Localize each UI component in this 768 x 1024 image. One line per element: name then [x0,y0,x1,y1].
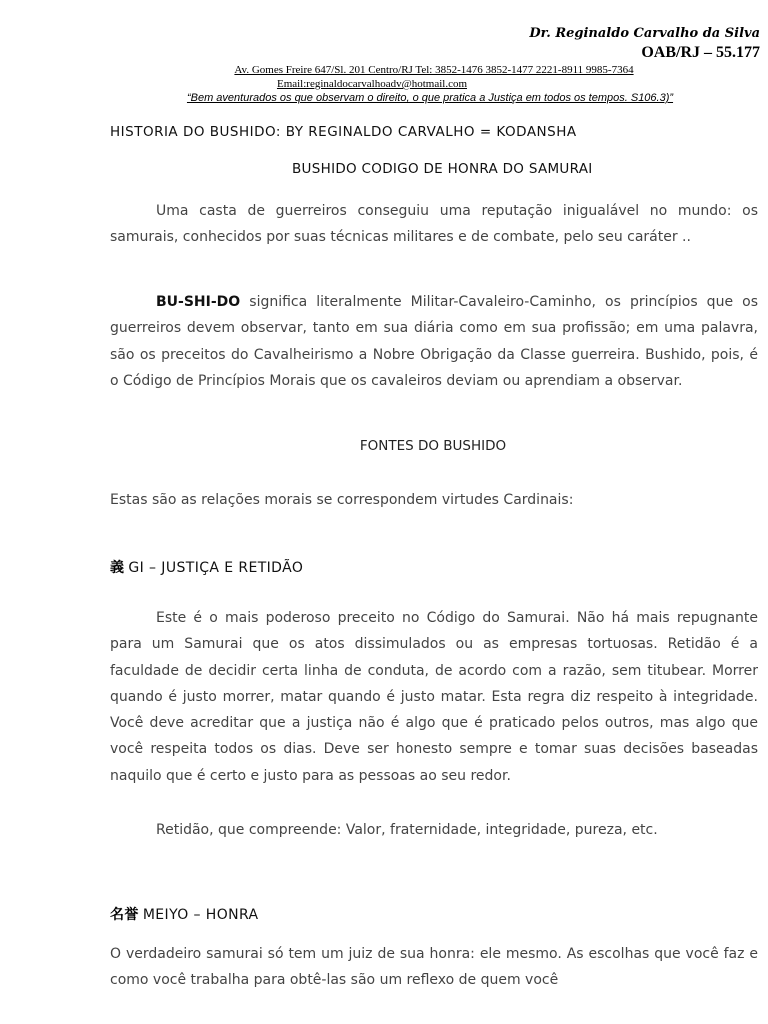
letterhead-email: Email:reginaldocarvalhoadv@hotmail.com [276,78,468,90]
section-heading-meiyo [110,904,259,924]
document-title: HISTORIA DO BUSHIDO: BY REGINALDO CARVALHO = KODANSHA [110,124,577,140]
letterhead-oab: OAB/RJ – 55.177 [641,44,760,61]
sources-intro: Estas são as relações morais se correspondem virtudes Cardinais: [110,492,574,508]
letterhead-address: Av. Gomes Freire 647/Sl. 201 Centro/RJ Tel: 3852-1476 3852-1477 2221-8911 9985-7364 [234,64,634,76]
gi-paragraph-2: Retidão, que compreende: Valor, fraternidade, integridade, pureza, etc. [156,822,658,838]
meiyo-paragraph-1: O verdadeiro samurai só tem um juiz de sua honra: ele mesmo. As escolhas que você faz e como você trabalha para obtê-las são um reflexo de quem você [110,946,758,989]
gi-kanji: 義 [110,560,125,576]
bushido-definition-text: significa literalmente Militar-Cavaleiro-Caminho, os princípios que os guerreiros devem observar, tanto em sua diária como em sua profissão; em uma palavra, são os preceitos do Cavalheirismo a Nobre Obrigação da Classe guerreira. Bushido, pois, é o Código de Princípios Morais que os cavaleiros deviam ou aprendiam a observar. [110,294,758,389]
intro-paragraph: Uma casta de guerreiros conseguiu uma reputação inigualável no mundo: os samurais, conhecidos por suas técnicas militares e de combate, pelo seu caráter .. [110,203,758,246]
bushido-definition-paragraph [110,289,758,394]
meiyo-kanji: 名誉 [110,907,139,923]
bushido-term: BU-SHI-DO [156,294,241,310]
section-heading-gi [110,557,303,577]
section-heading-meiyo-text: MEIYO – HONRA [142,907,259,923]
sources-heading: FONTES DO BUSHIDO [359,438,507,454]
section-heading-gi-text: GI – JUSTIÇA E RETIDÃO [128,560,304,576]
letterhead-name: Dr. Reginaldo Carvalho da Silva [529,26,760,41]
document-subtitle: BUSHIDO CODIGO DE HONRA DO SAMURAI [292,161,593,177]
gi-paragraph-1: Este é o mais poderoso preceito no Código do Samurai. Não há mais repugnante para um Samurai que os atos dissimulados ou as empresas tortuosas. Retidão é a faculdade de decidir certa linha de conduta, de acordo com a razão, sem titubear. Morrer quando é justo morrer, matar quando é justo matar. Esta regra diz respeito à integridade. Você deve acreditar que a justiça não é algo que é praticado pelos outros, mas algo que você respeita todos os dias. Deve ser honesto sempre e tomar suas decisões baseadas naquilo que é certo e justo para as pessoas ao seu redor. [110,610,758,784]
letterhead-quote: “Bem aventurados os que observam o direito, o que pratica a Justiça em todos os tempos. S106.3)” [186,92,674,104]
